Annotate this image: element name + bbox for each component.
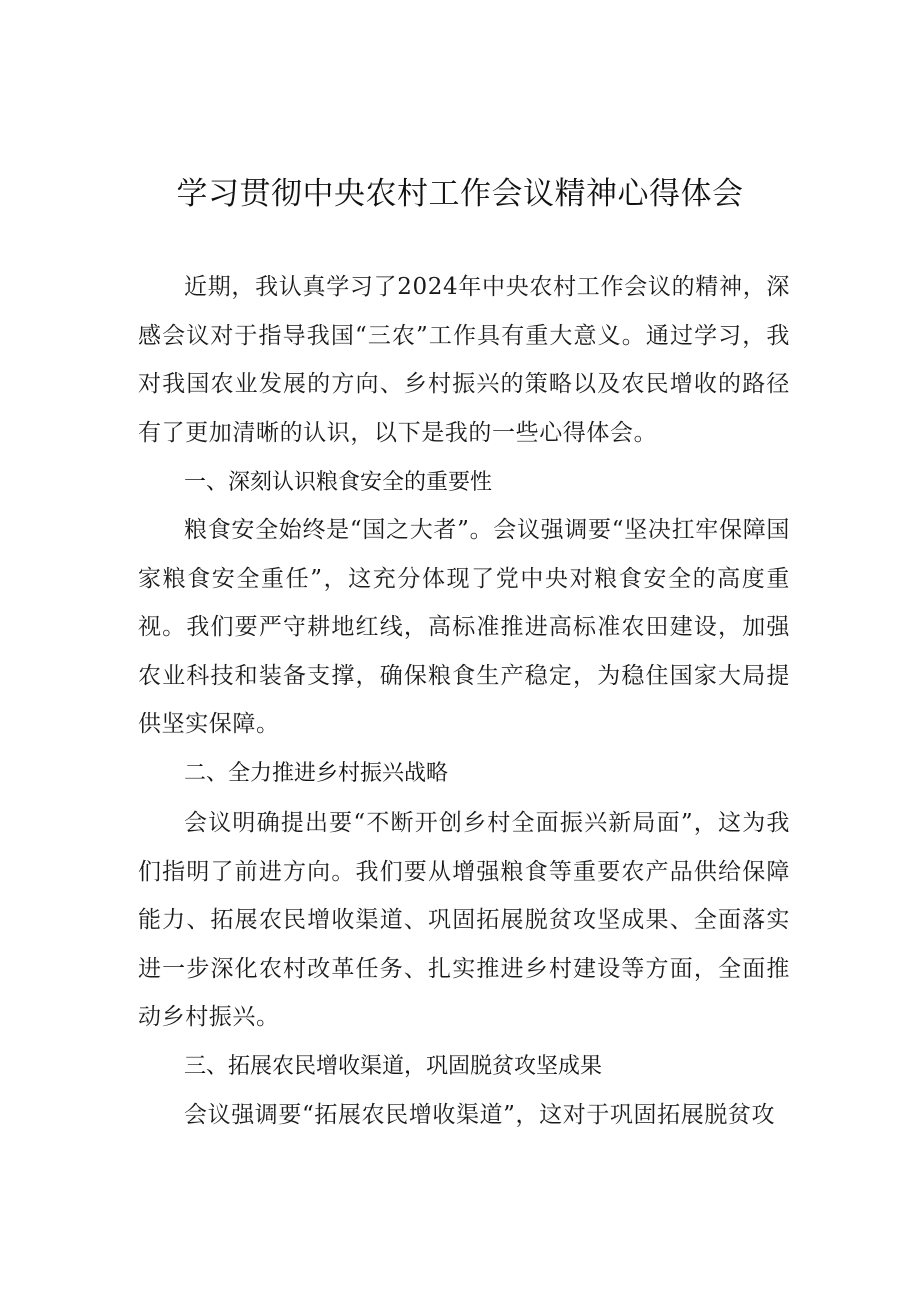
section-1-paragraph: 粮食安全始终是“国之大者”。会议强调要“坚决扛牢保障国家粮食安全重任”，这充分体现了党中央对粮食安全的高度重视。我们要严守耕地红线，高标准推进高标准农田建设，加强农业科技和装备支撑，确保粮食生产稳定，为稳住国家大局提供坚实保障。 [138,517,790,737]
section-3-paragraph: 会议强调要“拓展农民增收渠道”，这对于巩固拓展脱贫攻 [184,1102,776,1128]
document-title: 学习贯彻中央农村工作会议精神心得体会 [176,176,744,212]
section-heading-3: 三、拓展农民增收渠道，巩固脱贫攻坚成果 [184,1054,603,1079]
section-heading-2: 二、全力推进乡村振兴战略 [184,761,449,786]
intro-paragraph: 近期，我认真学习了2024年中央农村工作会议的精神，深感会议对于指导我国“三农”工作具有重大意义。通过学习，我对我国农业发展的方向、乡村振兴的策略以及农民增收的路径有了更加清晰的认识，以下是我的一些心得体会。 [138,274,790,446]
section-heading-1: 一、深刻认识粮食安全的重要性 [184,470,493,495]
section-2-paragraph: 会议明确提出要“不断开创乡村全面振兴新局面”，这为我们指明了前进方向。我们要从增强粮食等重要农产品供给保障能力、拓展农民增收渠道、巩固拓展脱贫攻坚成果、全面落实进一步深化农村改革任务、扎实推进乡村建设等方面，全面推动乡村振兴。 [138,810,790,1030]
